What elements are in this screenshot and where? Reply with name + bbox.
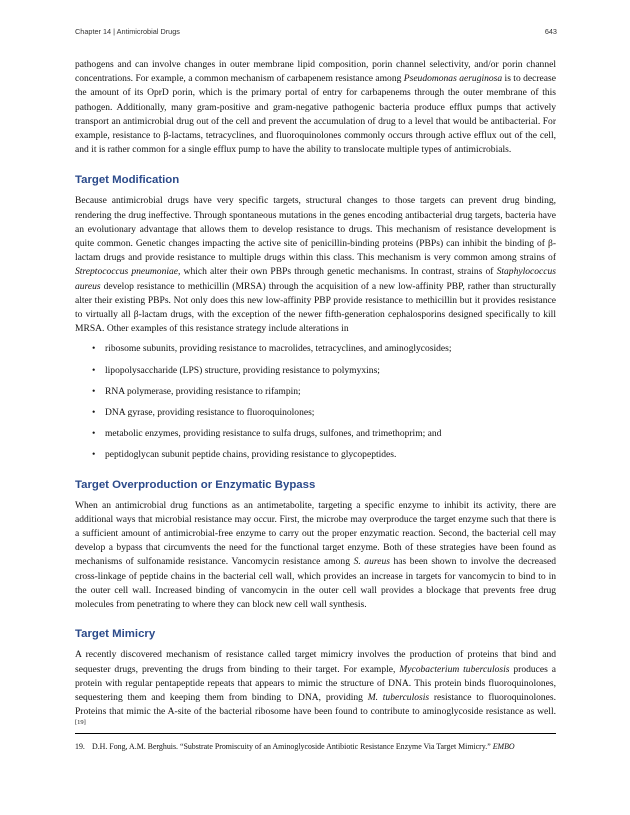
bullet-icon: • — [92, 385, 96, 397]
text-run: has been shown to involve the decreased cross-linkage of peptide chains in the bacterial cell wall, which provides an increase in targets for vancomycin to bind to in the outer cell wall. Increased binding of vancomycin in the outer cell wall provides a blockage that prevents free drug molecules from penetrating to where they can block new cell wall synthesis. — [75, 556, 556, 611]
bullet-icon: • — [92, 407, 96, 419]
bullet-icon: • — [92, 343, 96, 355]
text-run: Because antimicrobial drugs have very specific targets, structural changes to those targets can prevent drug binding, rendering the drug ineffective. Through spontaneous mutations in the genes encoding antibacterial drug targets, bacteria have an evolutionary advantage that allows them to develop resistance to drugs. This mechanism of resistance development is quite common. Genetic changes impacting the active site of penicillin-binding proteins (PBPs) can inhibit the binding of β-lactam drugs and provide resistance to multiple drugs within this class. This mechanism is very common among strains of — [75, 195, 556, 264]
list-item-text: peptidoglycan subunit peptide chains, providing resistance to glycopeptides. — [105, 449, 397, 461]
footnote-text: D.H. Fong, A.M. Berghuis. “Substrate Promiscuity of an Aminoglycoside Antibiotic Resistance Enzyme Via Target Mimicry.” — [92, 742, 493, 751]
species-name: M. tuberculosis — [367, 691, 430, 703]
species-name: Pseudomonas aeruginosa — [403, 73, 503, 85]
section-heading-target-mimicry: Target Mimicry — [75, 628, 156, 641]
list-item — [75, 342, 556, 356]
text-run: resistance to fluoroquinolones. Proteins that mimic the A-site of the bacterial ribosome have been found to contribute to aminoglycoside resistance as well. — [75, 691, 557, 718]
text-run: When an antimicrobial drug functions as an antimetabolite, targeting a specific enzyme to inhibit its activity, there are additional ways that microbial resistance may occur. First, the microbe may overproduce the target enzyme such that there is a sufficient amount of antimicrobial-free enzyme to carry out the proper enzymatic reaction. Second, the bacterial cell may develop a bypass that circumvents the need for the functional target enzyme. Both of these strategies have been found as mechanisms of sulfonamide resistance. Vancomycin resistance among — [75, 499, 556, 568]
text-run: pathogens and can involve changes in outer membrane lipid composition, porin channel selectivity, and/or porin channel concentrations. For example, a common mechanism of carbapenem resistance among — [75, 59, 556, 85]
list-item — [75, 406, 556, 420]
footnote-reference-link[interactable]: [19] — [75, 719, 86, 727]
chapter-title: Chapter 14 | Antimicrobial Drugs — [75, 27, 180, 36]
footnote-number: 19. — [75, 742, 85, 751]
list-item — [75, 448, 556, 462]
species-name: Staphylococcus aureus — [75, 266, 556, 292]
intro-paragraph — [75, 58, 556, 157]
footnote-journal: EMBO — [492, 742, 515, 751]
text-run: A recently discovered mechanism of resistance called target mimicry involves the production of proteins that bind and sequester drugs, preventing the drugs from binding to their target. For example, — [75, 649, 556, 675]
text-run: , which alter their own PBPs through genetic mechanisms. In contrast, strains of — [178, 266, 497, 278]
body-text — [75, 58, 556, 734]
bullet-icon: • — [92, 428, 96, 440]
text-run: is to decrease the amount of its OprD porin, which is the primary portal of entry for carbapenems through the outer membrane of this pathogen. Additionally, many gram-positive and gram-negative pathogenic bacteria produce efflux pumps that actively transport an antimicrobial drug out of the cell and prevent the accumulation of drug to a level that would be antibacterial. For example, resistance to β-lactams, tetracyclines, and fluoroquinolones commonly occurs through active efflux out of the cell, and it is rather common for a single efflux pump to have the ability to translocate multiple types of antimicrobials. — [75, 73, 556, 156]
text-run: produces a protein with regular pentapeptide repeats that appears to mimic the structure of DNA. This protein binds fluoroquinolones, sequestering them and keeping them from binding to DNA, providing — [75, 663, 556, 703]
target-modification-paragraph — [75, 194, 556, 336]
footnote-divider — [75, 733, 556, 734]
target-mimicry-paragraph — [75, 648, 556, 733]
list-item-text: DNA gyrase, providing resistance to fluoroquinolones; — [105, 407, 315, 419]
section-heading-target-overproduction: Target Overproduction or Enzymatic Bypass — [75, 478, 316, 491]
list-item-text: RNA polymerase, providing resistance to rifampin; — [105, 385, 301, 397]
list-item — [75, 385, 556, 399]
alterations-list — [75, 342, 556, 462]
section-heading-target-modification: Target Modification — [75, 174, 180, 187]
target-overproduction-paragraph — [75, 499, 556, 613]
list-item-text: metabolic enzymes, providing resistance to sulfa drugs, sulfones, and trimethoprim; and — [105, 428, 442, 440]
species-name: S. aureus — [353, 556, 390, 568]
list-item-text: ribosome subunits, providing resistance to macrolides, tetracyclines, and aminoglycosides; — [105, 343, 452, 355]
list-item — [75, 427, 556, 441]
species-name: Mycobacterium tuberculosis — [399, 663, 510, 675]
text-run: develop resistance to methicillin (MRSA) through the acquisition of a new low-affinity PBP, rather than structurally alter their existing PBPs. Not only does this new low-affinity PBP provide resistance to methicillin but it provides resistance to virtually all β-lactam drugs, with the exception of the newer fifth-generation cephalosporins designed specifically to kill MRSA. Other examples of this resistance strategy include alterations in — [75, 280, 556, 335]
list-item — [75, 364, 556, 378]
bullet-icon: • — [92, 449, 96, 461]
bullet-icon: • — [92, 364, 96, 376]
list-item-text: lipopolysaccharide (LPS) structure, providing resistance to polymyxins; — [105, 364, 380, 376]
species-name: Streptococcus pneumoniae — [75, 266, 179, 278]
footnote — [75, 741, 556, 752]
page-number: 643 — [544, 27, 557, 36]
